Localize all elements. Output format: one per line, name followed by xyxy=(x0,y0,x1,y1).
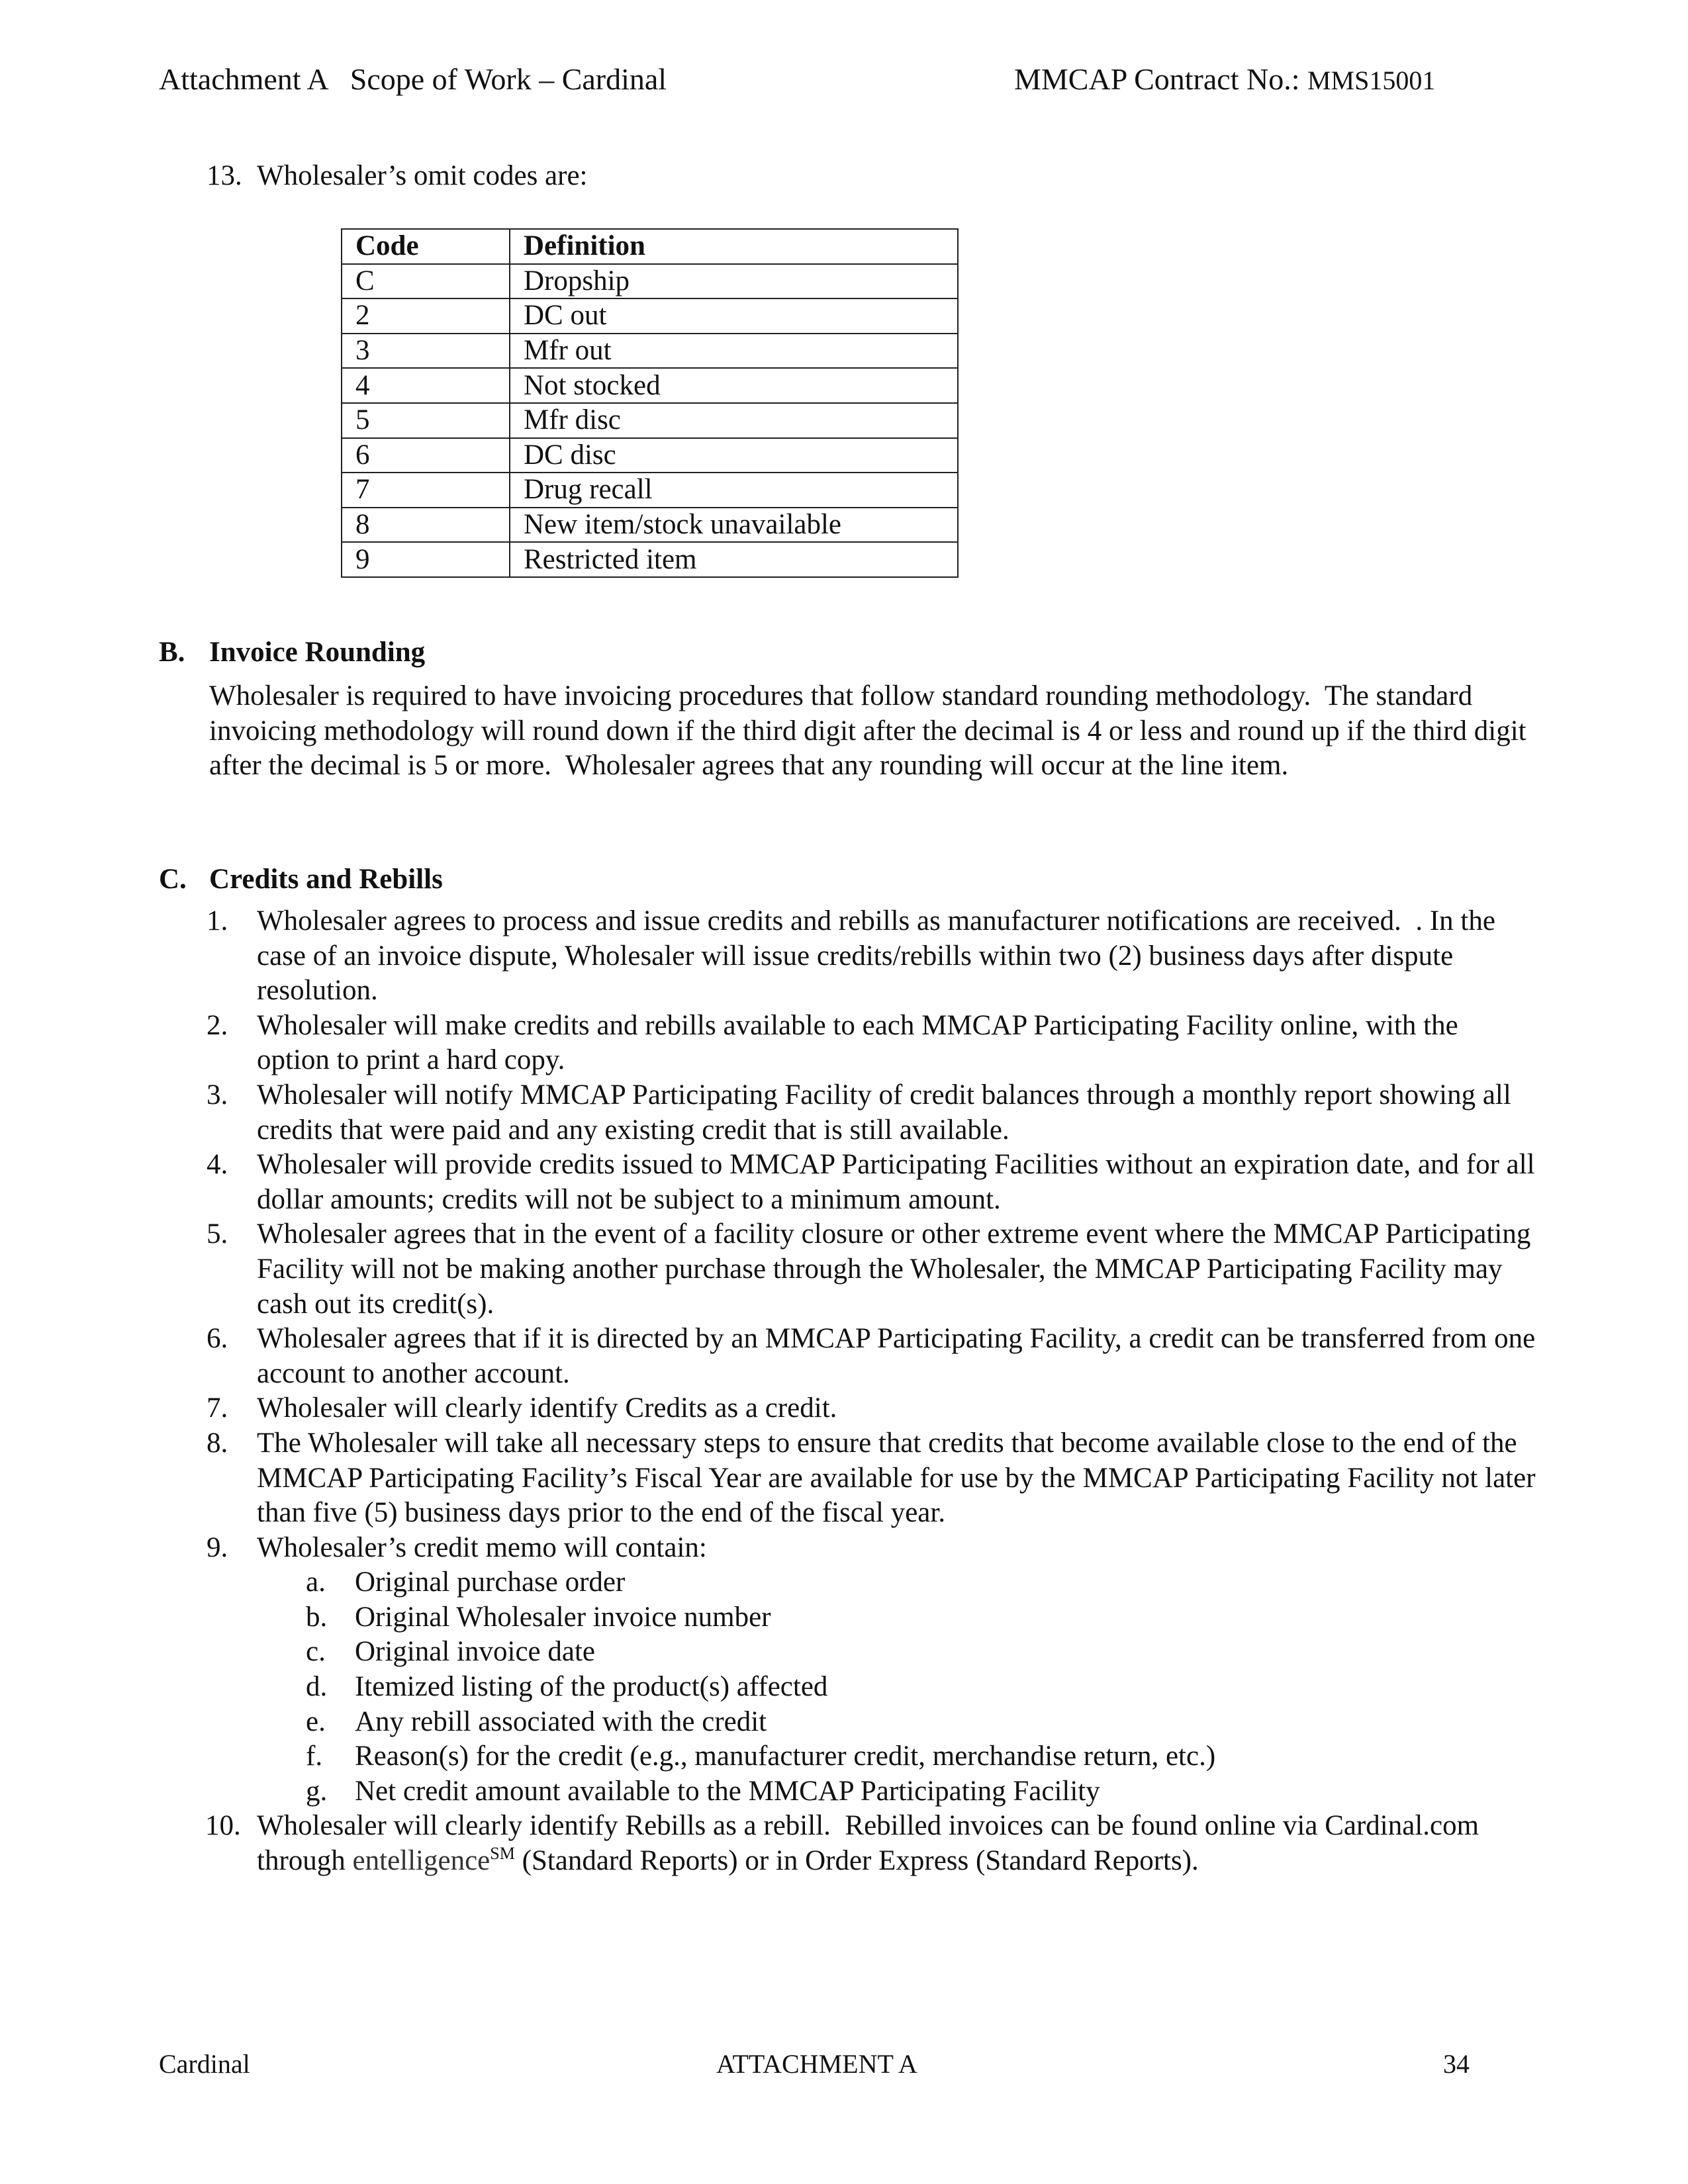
list-item-number: 6. xyxy=(207,1323,228,1355)
section-b-title: Invoice Rounding xyxy=(209,637,426,668)
list-item-number: 7. xyxy=(207,1392,228,1424)
omit-code-cell: 9 xyxy=(342,542,510,577)
list-item xyxy=(207,1217,1537,1322)
table-row xyxy=(342,368,958,403)
list-item-number: 1. xyxy=(207,905,228,936)
list-item xyxy=(207,1148,1542,1217)
list-item xyxy=(207,1078,1537,1148)
memo-item xyxy=(207,1705,1537,1740)
memo-item-letter: d. xyxy=(306,1671,328,1703)
table-row xyxy=(342,473,958,508)
memo-item xyxy=(207,1635,1537,1670)
list-item xyxy=(207,1391,1537,1426)
footer-left: Cardinal xyxy=(159,2049,250,2079)
header-contract-label: MMCAP Contract No.: xyxy=(1014,62,1300,96)
list-item-text: The Wholesaler will take all necessary steps to ensure that credits that become available close to the end of the MMCAP Participating Facility’s Fiscal Year are available for use by the MMCAP Participating Facility not later than five (5) business days prior to the end of the fiscal year. xyxy=(257,1427,1543,1529)
memo-item xyxy=(207,1600,1537,1635)
omit-codes-intro xyxy=(207,159,588,194)
list-item xyxy=(207,1322,1542,1391)
memo-item xyxy=(207,1670,1537,1705)
table-row xyxy=(342,542,958,577)
memo-item-letter: c. xyxy=(306,1636,326,1668)
intro-text: Wholesaler’s omit codes are: xyxy=(257,160,588,191)
omit-code-cell: 6 xyxy=(342,438,510,473)
list-item xyxy=(207,904,1537,1009)
memo-item xyxy=(207,1774,1537,1809)
section-b-letter: B. xyxy=(159,637,185,668)
table-row xyxy=(342,334,958,369)
list-item-text: Wholesaler will clearly identify Credits as a credit. xyxy=(257,1392,837,1424)
list-item-text: Wholesaler will make credits and rebills available to each MMCAP Participating Facility online, with the option to print a hard copy. xyxy=(257,1009,1466,1076)
omit-code-cell: 2 xyxy=(342,298,510,334)
list-item-text: Wholesaler will clearly identify Rebills as a rebill. Rebilled invoices can be found online via Cardinal.com through xyxy=(257,1810,1486,1877)
memo-item xyxy=(207,1565,1537,1600)
omit-definition-cell: Restricted item xyxy=(510,542,958,577)
list-item-number: 4. xyxy=(207,1149,228,1181)
table-header-row xyxy=(342,229,958,264)
table-row xyxy=(342,508,958,543)
memo-item-letter: e. xyxy=(306,1706,326,1737)
section-c-heading xyxy=(159,862,443,897)
list-item xyxy=(207,1426,1543,1531)
memo-item-text: Net credit amount available to the MMCAP Participating Facility xyxy=(355,1775,1100,1807)
omit-definition-cell: Drug recall xyxy=(510,473,958,508)
list-item-text: Wholesaler’s credit memo will contain: xyxy=(257,1531,707,1563)
list-item-number: 8. xyxy=(207,1427,228,1459)
memo-item xyxy=(207,1739,1537,1774)
credits-items xyxy=(207,904,1543,1565)
section-b-paragraph: Wholesaler is required to have invoicing procedures that follow standard rounding methodology. The standard invoicing methodology will round down if the third digit after the decimal is 4 or less and round up if the third digit after the decimal is 5 or more. Wholesaler agrees that any rounding will occur at the line item. xyxy=(209,680,1534,782)
omit-code-cell: 8 xyxy=(342,508,510,543)
omit-code-cell: 5 xyxy=(342,403,510,438)
omit-codes-table xyxy=(341,228,959,578)
omit-definition-cell: New item/stock unavailable xyxy=(510,508,958,543)
list-item-number: 5. xyxy=(207,1218,228,1250)
memo-item-text: Any rebill associated with the credit xyxy=(355,1706,767,1737)
list-item-number: 10. xyxy=(205,1810,241,1842)
omit-definition-cell: Mfr out xyxy=(510,334,958,369)
omit-code-cell: C xyxy=(342,264,510,299)
section-c-title: Credits and Rebills xyxy=(209,864,443,895)
list-item-text: Wholesaler will notify MMCAP Participating Facility of credit balances through a monthly report showing all credits that were paid and any existing credit that is still available. xyxy=(257,1079,1519,1146)
service-mark: SM xyxy=(490,1844,515,1864)
header-title: Attachment A Scope of Work – Cardinal xyxy=(159,62,667,96)
list-item-number: 9. xyxy=(207,1531,228,1563)
memo-item-letter: g. xyxy=(306,1775,328,1807)
column-header-definition: Definition xyxy=(510,229,958,264)
list-item-text: Wholesaler agrees to process and issue credits and rebills as manufacturer notifications are received. . In the case of an invoice dispute, Wholesaler will issue credits/rebills within two (2) business days after dispute resolution. xyxy=(257,905,1503,1007)
list-item-text-end: (Standard Reports) or in Order Express (Standard Reports). xyxy=(514,1845,1199,1877)
section-c-letter: C. xyxy=(159,864,187,895)
omit-definition-cell: Mfr disc xyxy=(510,403,958,438)
memo-item-letter: f. xyxy=(306,1741,323,1772)
entelligence-link-text: entelligence xyxy=(352,1845,491,1877)
table-row xyxy=(342,298,958,334)
omit-code-cell: 4 xyxy=(342,368,510,403)
list-item-number: 3. xyxy=(207,1079,228,1111)
table-row xyxy=(342,438,958,473)
credits-rebills-list xyxy=(205,904,1543,1879)
column-header-code: Code xyxy=(342,229,510,264)
memo-item-text: Reason(s) for the credit (e.g., manufacturer credit, merchandise return, etc.) xyxy=(355,1741,1216,1772)
table-row xyxy=(342,264,958,299)
omit-definition-cell: DC out xyxy=(510,298,958,334)
credit-memo-sublist xyxy=(207,1565,1537,1809)
table-row xyxy=(342,403,958,438)
list-item-text: Wholesaler agrees that if it is directed by an MMCAP Participating Facility, a credit can be transferred from one account to another account. xyxy=(257,1323,1542,1389)
memo-item-letter: a. xyxy=(306,1567,326,1598)
memo-item-text: Original invoice date xyxy=(355,1636,595,1668)
intro-number: 13. xyxy=(207,160,242,191)
memo-item-letter: b. xyxy=(306,1601,328,1633)
footer-center: ATTACHMENT A xyxy=(716,2049,917,2079)
memo-item-text: Itemized listing of the product(s) affected xyxy=(355,1671,828,1703)
header-contract xyxy=(1014,61,1435,99)
list-item-text: Wholesaler agrees that in the event of a facility closure or other extreme event where the MMCAP Participating Facility will not be making another purchase through the Wholesaler, the MMCAP Participating Facility may cash out its credit(s). xyxy=(257,1218,1538,1320)
omit-definition-cell: DC disc xyxy=(510,438,958,473)
memo-item-text: Original purchase order xyxy=(355,1567,626,1598)
omit-code-cell: 7 xyxy=(342,473,510,508)
list-item-number: 2. xyxy=(207,1009,228,1041)
page-number: 34 xyxy=(1443,2049,1470,2079)
memo-item-text: Original Wholesaler invoice number xyxy=(355,1601,771,1633)
header-contract-number: MMS15001 xyxy=(1307,66,1436,95)
omit-code-cell: 3 xyxy=(342,334,510,369)
section-b-heading xyxy=(159,635,425,670)
list-item xyxy=(207,1809,1537,1878)
list-item xyxy=(207,1531,1537,1566)
omit-definition-cell: Dropship xyxy=(510,264,958,299)
list-item-text: Wholesaler will provide credits issued to MMCAP Participating Facilities without an expiration date, and for all dollar amounts; credits will not be subject to a minimum amount. xyxy=(257,1149,1542,1215)
omit-codes-table-body xyxy=(342,264,958,577)
list-item xyxy=(207,1009,1537,1078)
omit-definition-cell: Not stocked xyxy=(510,368,958,403)
